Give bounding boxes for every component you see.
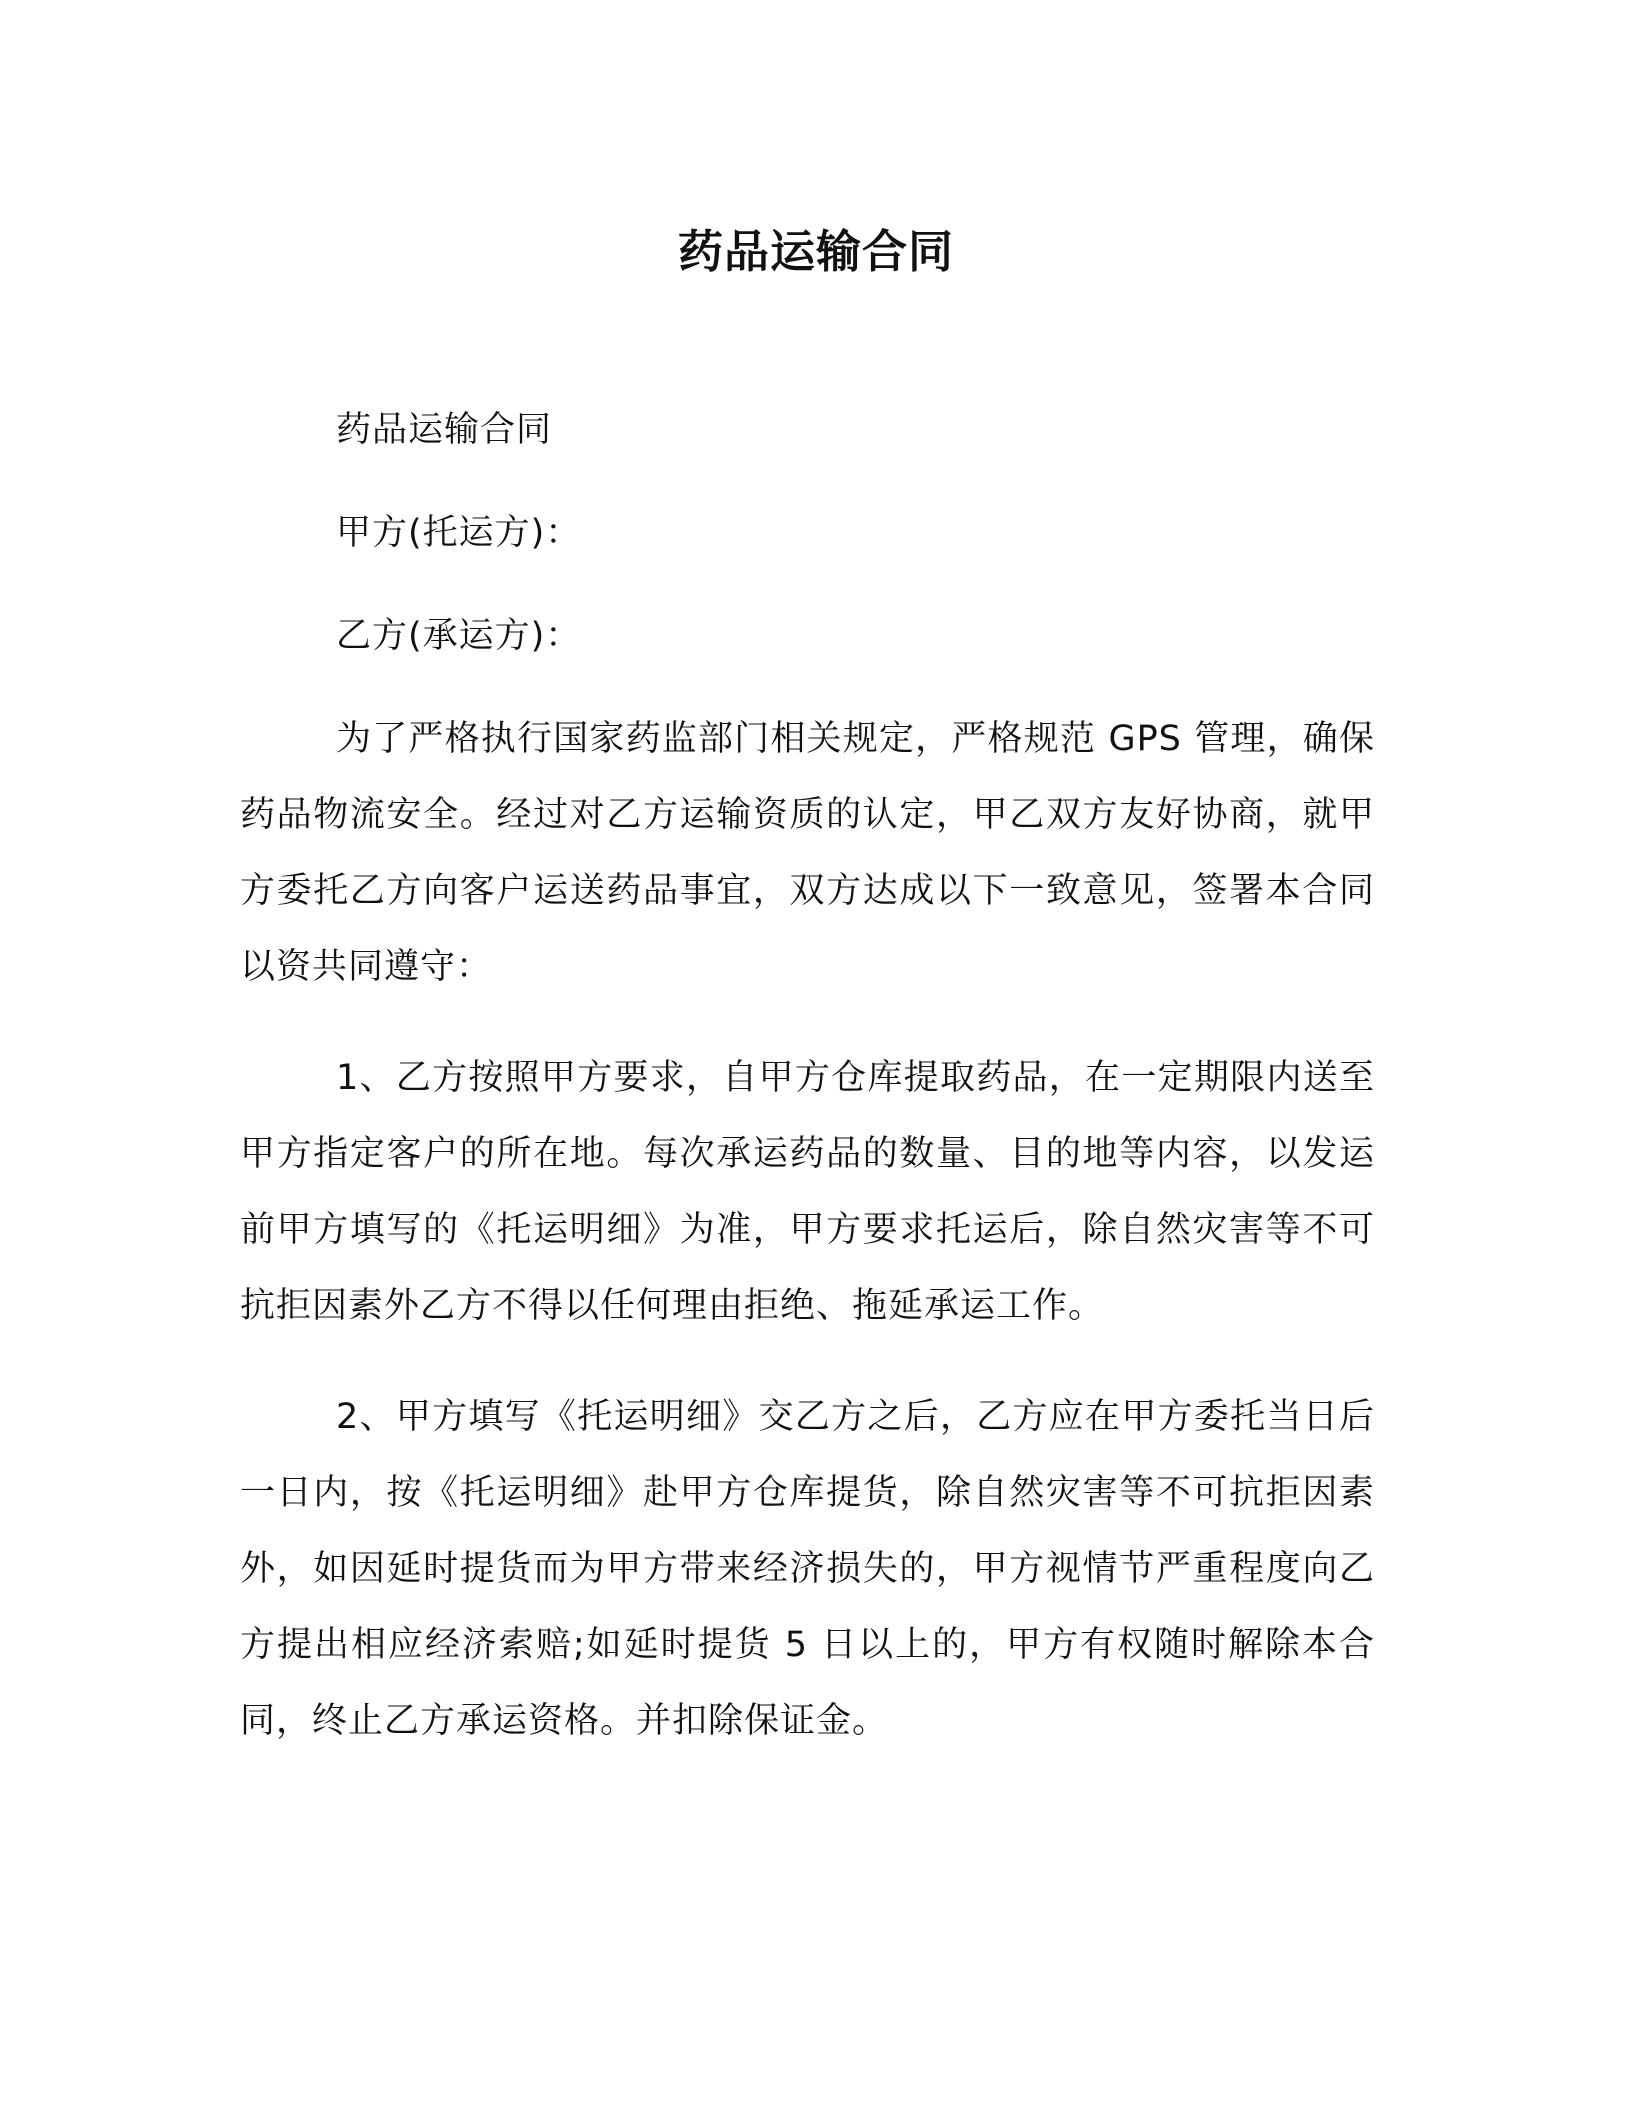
document-subtitle: 药品运输合同 [336,410,553,450]
clause-2-paragraph: 2、甲方填写《托运明细》交乙方之后，乙方应在甲方委托当日后一日内，按《托运明细》赴甲方仓库提货，除自然灾害等不可抗拒因素外，如因延时提货而为甲方带来经济损失的，甲方视情节严重程度向乙方提出相应经济索赔;如延时提货 5 日以上的，甲方有权随时解除本合同，终止乙方承运资格。并扣除保证金。 [240,1397,1375,1741]
document-title: 药品运输合同 [677,225,954,278]
spacer [240,468,1375,495]
document-body [240,392,1375,1759]
party-a-label: 甲方(托运方)： [336,513,582,553]
spacer [240,571,1375,598]
clause-1-paragraph: 1、乙方按照甲方要求，自甲方仓库提取药品，在一定期限内送至甲方指定客户的所在地。每次承运药品的数量、目的地等内容，以发运前甲方填写的《托运明细》为准，甲方要求托运后，除自然灾害等不可抗拒因素外乙方不得以任何理由拒绝、拖延承运工作。 [240,1058,1375,1326]
spacer [240,1344,1375,1379]
spacer [240,674,1375,701]
spacer [240,1005,1375,1040]
intro-paragraph: 为了严格执行国家药监部门相关规定，严格规范 GPS 管理，确保药品物流安全。经过对乙方运输资质的认定，甲乙双方友好协商，就甲方委托乙方向客户运送药品事宜，双方达成以下一致意见，签署本合同以资共同遵守： [240,719,1375,987]
party-b-label: 乙方(承运方)： [336,616,582,656]
